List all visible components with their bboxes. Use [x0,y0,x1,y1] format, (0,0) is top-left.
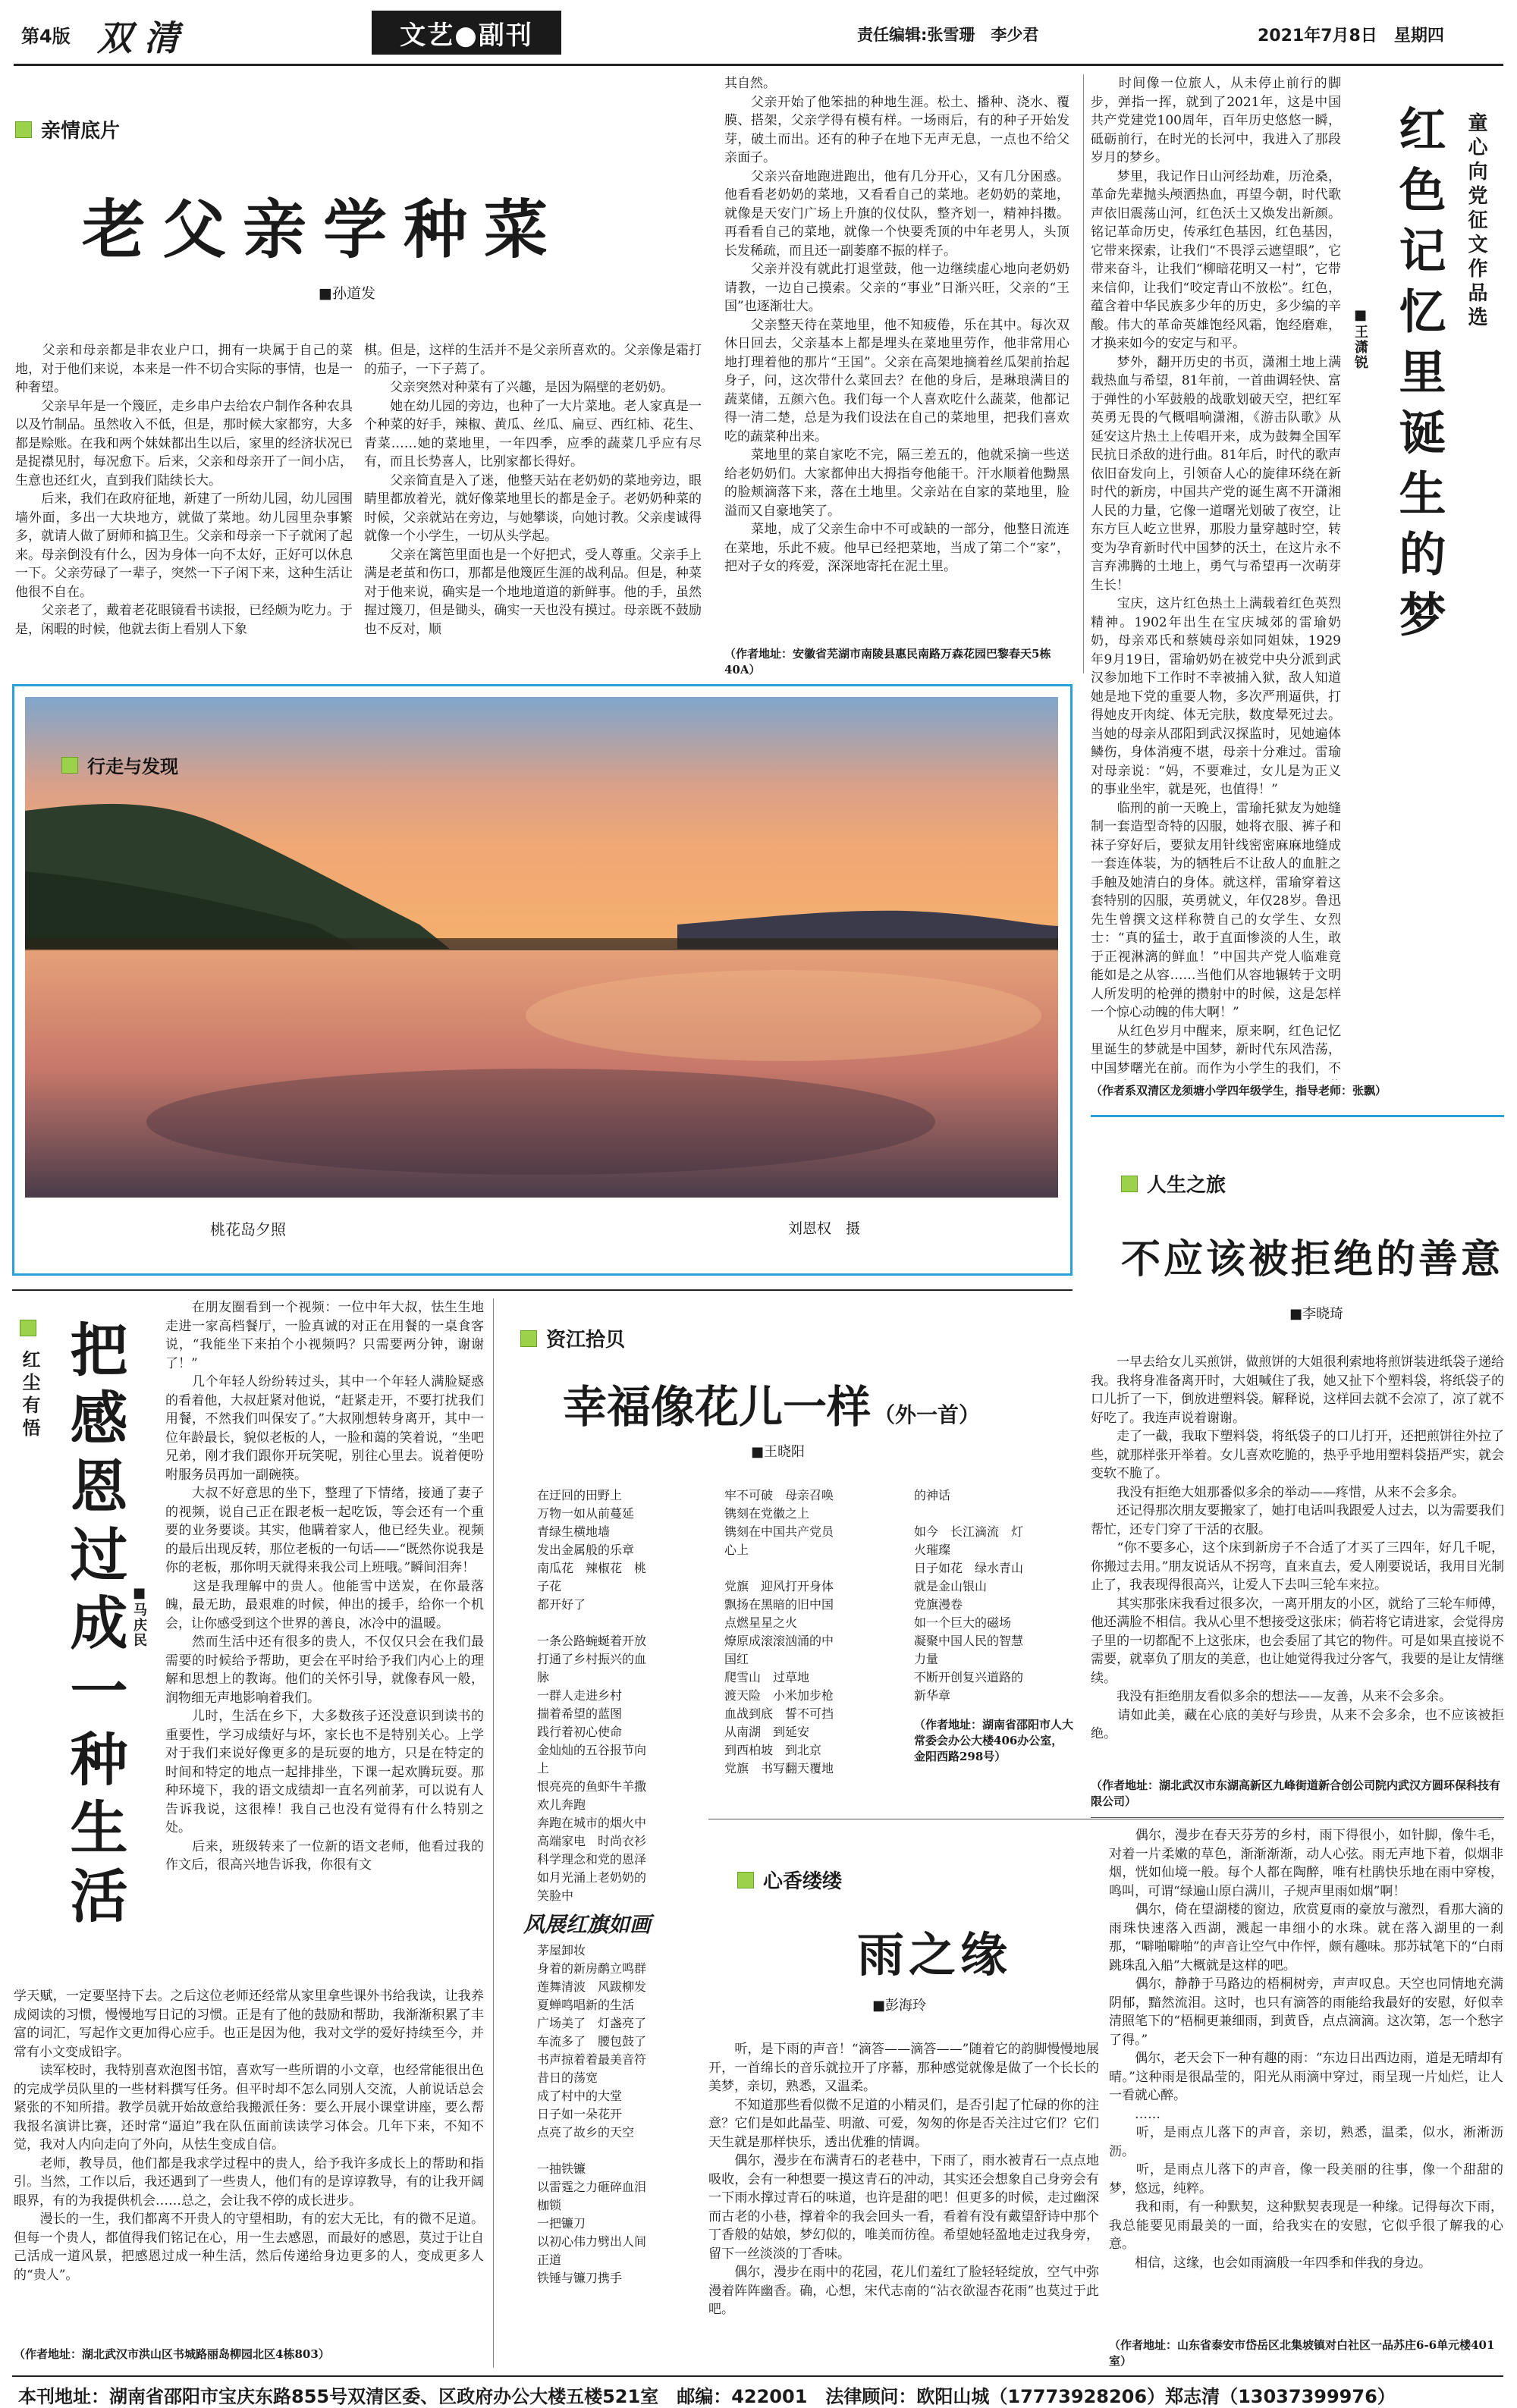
article6-author: ■彭海玲 [872,1998,927,2014]
article2-title: 红色记忆里诞生的梦 [1391,105,1446,651]
article3-address: （作者地址：湖北武汉市东湖高新区九峰街道新合创公司院内武汉方圆环保科技有限公司） [1091,1779,1501,1808]
article1-divider [1083,74,1084,673]
masthead-rule [14,64,1503,66]
column-label-xinxiang [737,1866,842,1894]
article2-bottom-rule [1091,1115,1504,1117]
page-number: 第4版 [21,26,71,47]
article5-address: （作者地址：湖南省邵阳市人大常委会办公大楼406办公室，金阳西路298号） [914,1718,1074,1763]
poem2-part1: 茅屋卸妆 身着的新房鹬立鸣群 莲舞清波 风跋柳发 夏蝉鸣唱新的生活 广场美了 灯盏亮了 车流多了 腰包鼓了 书声掠着着最美音符 昔日的荡宽 成了村中的大堂 日子如一朵花开 点亮了故乡的天空 一抽铁镰 以雷霆之力砸碎血泪 枷锁 一把镰刀 以初心伟力劈出人间 正道 铁锤与镰刀携手 [537,1943,647,2285]
article1-col2: 棋。但是，这样的生活并不是父亲所喜欢的。父亲像是霜打的茄子，一下子蔫了。 父亲突然对种菜有了兴趣，是因为隔壁的老奶奶。 她在幼儿园的旁边，也种了一大片菜地。老人家真是一个种菜的好手，辣椒、黄瓜、丝瓜、扁豆、西红柿、花生、青菜……她的菜地里，一年四季，应季的蔬菜几乎应有尽有，而且长势喜人，比别家都长得好。 父亲简直是入了迷，他整天站在老奶奶的菜地旁边，眼睛里都放着光，就好像菜地里长的都是金子。老奶奶种菜的时候，父亲就站在旁边，与她攀谈，向她讨教。父亲虔诚得就像一个小学生，一切从头学起。 父亲在篱笆里面也是一个好把式，受人尊重。父亲手上满是老茧和伤口，那都是他篾匠生涯的战利品。但是，种菜对于他来说，确实是一个地地道道的新鲜事。他的手，虽然握过篾刀，但是锄头，确实一天也没有摸过。母亲既不鼓励也不反对，顺 [364,343,702,637]
square-icon [737,1872,754,1888]
article2-badge: 童心向党征文作品选 [1465,112,1487,331]
column-label-rensheng [1121,1169,1226,1198]
article2-body: 时间像一位旅人，从未停止前行的脚步，弹指一挥，就到了2021年，这是中国共产党建党100周年，百年历史悠悠一瞬，砥砺前行，在时光的长河中，我进入了那段岁月的梦乡。 梦里，我记作日山河经劫难，历沧桑，革命先辈抛头颅洒热血，再望今朝，时代歌声依旧震荡山河，红色沃土又焕发出新颜。铭记革命历史，传承红色基因，红色基因，它带来探索，让我们“不畏浮云遮望眼”，它带来奋斗，让我们“柳暗花明又一村”，它带来信仰，让我们“咬定青山不放松”。红色，蕴含着中华民族多少年的历史，多少编的辛酸。伟大的革命英雄饱经风霜，饱经磨难，才换来如今的安定与和平。 梦外，翻开历史的书页，潇湘土地上满载热血与希望，81年前，一首曲调轻快、富于弹性的小军鼓般的战歌划破天空，把红军英勇无畏的气概唱响潇湘，《游击队歌》从延安这片热土上传唱开来，成为鼓舞全国军民抗日杀敌的进行曲。81年后，时代的歌声依旧奋发向上，引领奋人心的旋律环绕在新时代的新房，中国共产党的诞生离不开潇湘人民的力量，它像一道曙光划破了夜空，让东方巨人屹立世界，那股力量穿越时空，转变为孕育新时代中国梦的沃土，在这片永不言弃沸腾的土地上，勇气与希望再一次萌芽生长！ 宝庆，这片红色热土上满载着红色英烈精神。1902年出生在宝庆城郊的雷瑜奶奶，母亲邓氏和蔡姨母亲如同姐妹，1929年9月19日，雷瑜奶奶在被党中央分派到武汉参加地下工作时不幸被捕入狱，敌人知道她是地下党的重要人物，多次严刑逼供，打得她皮开肉绽、体无完肤，数度晕死过去。当她的母亲从邵阳到武汉探监时，见她遍体鳞伤，身体消瘦不堪，母亲十分难过。雷瑜对母亲说：“妈，不要难过，女儿是为正义的事业坐牢，就是死，也值得！” 临刑的前一天晚上，雷瑜托狱友为她缝制一套造型奇特的囚服，她将衣服、裤子和袜子穿好后，要狱友用针线密密麻麻地缝成一套连体装，为的牺牲后不让敌人的血脏之手触及她清白的身体。就这样，雷瑜穿着这套特别的囚服，英勇就义，年仅28岁。鲁迅先生曾撰文这样称赞自己的女学生、女烈士：“真的猛士，敢于直面惨淡的人生，敢于正视淋漓的鲜血！”中国共产党人临难竟能如是之从容……当他们从容地辗转于文明人所发明的枪弹的攒射中的时候，这是怎样一个惊心动魄的伟大啊！” 从红色岁月中醒来，原来啊，红色记忆里诞生的梦就是中国梦，新时代东风浩荡，中国梦曙光在前。而作为小学生的我们，不 [1091,76,1341,1076]
paper-name: 双 清 [97,17,180,58]
article5-subtitle: （外一首） [874,1402,981,1427]
article4-body-wide: 学天赋，一定要坚持下去。之后这位老师还经常从家里拿些课外书给我读，让我养成阅读的习惯，慢慢地写日记的习惯。正是有了他的鼓励和帮助，我渐渐积累了丰富的词汇，写起作文更加得心应手。也正是因为他，我对文学的爱好持续至今，并常有小文变成铅字。 读军校时，我特别喜欢泡图书馆，喜欢写一些所谓的小文章，也经常能很出色的完成学员队里的一些材料撰写任务。但平时却不怎么同别人交流，人前说话总会紧张的不知所措。教学员就开始故意给我搬派任务：要么开展小课堂讲座，要么帮我报名演讲比赛，还时常“逼迫”我在队伍面前读读学习体会。几年下来，不知不觉，我对人内向走向了外向，从怯生变成自信。 老师，教导员，他们都是我求学过程中的贵人，给予我许多成长上的帮助和指引。当然，工作以后，我还遇到了一些贵人，他们有的是谆谆教导，有的让我开阔眼界，有的为我提供机会……总之，会让我不停的成长进步。 漫长的一生，我们都离不开贵人的守望相助，有的宏大无比，有的微不足道。但每一个贵人，都值得我们铭记在心，用一生去感恩，而最好的感恩，莫过于让自己活成一道风景，把感恩过成一种生活，然后传递给身边更多的人，变成更多人的“贵人”。 [14,1989,484,2283]
article5-author: ■王晓阳 [751,1444,806,1460]
article5-title-wrap [563,1371,980,1435]
article2-address: （作者系双清区龙须塘小学四年级学生，指导老师：张飘） [1091,1084,1387,1097]
column-square-hongchen [20,1320,36,1336]
article4-divider [493,1298,494,2368]
article3-bottom-rule [1091,1817,1504,1818]
article6-title: 雨之缘 [857,1927,1013,1983]
column-label-qinqing [15,115,120,143]
article6-col1: 听，是下雨的声音！“滴答——滴答——”随着它的韵脚慢慢地展开，一首绵长的音乐就拉开了序幕，那种感觉就像是做了一个长长的美梦，亲切，熟悉，又温柔。 不知道那些看似微不足道的小精灵们，是否引起了忙碌的你的注意？它们是如此晶莹、明澈、可爱，匆匆的你是否关注过它们？它们天生就是那样快乐，透出优雅的情调。 偶尔，漫步在布满青石的老巷中，下雨了，雨水被青石一点点地吸收，会有一种想要一摸这青石的冲动，其实还会想象自己身旁会有一下雨水撑过青石的味道，也许是甜的吧！但更多的时候，走过幽深而古老的小巷，撑着伞的我会回头一看，看着有没有戴望舒诗中那个丁香般的姑娘，梦幻似的，唯美而彷徨。希望她轻盈地走过我身旁，留下一丝淡淡的丁香味。 偶尔，漫步在雨中的花园，花儿们羞红了脸轻轻绽放，空气中弥漫着阵阵幽香。确，心想，宋代志南的“沾衣欲湿杏花雨”也莫过于此吧。 [708,2042,1099,2317]
article2-author: ■王潇锐 [1352,307,1368,370]
article1-col3: 其自然。 父亲开始了他笨拙的种地生涯。松土、播种、浇水、覆膜、搭架，父亲学得有模有样。一场雨后，有的种子开始发芽，破土而出。还有的种子在地下无声无息，一点也不给父亲面子。 父亲兴奋地跑进跑出，他有几分开心，又有几分困惑。他看看老奶奶的菜地，又看看自己的菜地。老奶奶的菜地，就像是天安门广场上升旗的仪仗队，整齐划一，精神抖擞。再看看自己的菜地，就像一个快要秃顶的中年老男人，头顶长发稀疏，而且还一副萎靡不振的样子。 父亲并没有就此打退堂鼓，他一边继续虚心地向老奶奶请教，一边自己摸索。父亲的“事业”日渐兴旺，父亲的“王国”也逐渐壮大。 父亲整天待在菜地里，他不知疲倦，乐在其中。每次双休日回去，父亲基本上都是埋头在菜地里劳作，他非常用心地打理着他的那片“王国”。父亲在高架地摘着丝瓜架前抬起身子，问，这次带什么菜回去？在他的身后，是琳琅满目的蔬菜储，五颜六色。我们每一个人喜欢吃什么蔬菜，他都记得一清二楚，总是为我们设法在自己的菜地里，把我们喜欢吃的蔬菜种出来。 菜地里的菜自家吃不完，隔三差五的，他就采摘一些送给老奶奶们。大家都伸出大拇指夸他能干。汗水顺着他黝黑的脸颊滴落下来，落在土地里。父亲站在自家的菜地里，脸溢而又自豪地笑了。 菜地，成了父亲生命中不可或缺的一部分，他整日流连在菜地，乐此不疲。他早已经把菜地，当成了第二个“家”，把对子女的疼爱，深深地寄托在泥土里。 [724,76,1069,574]
sunset-lake-photo [25,697,1058,1198]
article6-address: （作者地址：山东省泰安市岱岳区北集坡镇对白社区一品苏庄6-6单元楼401室） [1109,2338,1495,2368]
photo-caption: 桃花岛夕照 [210,1220,286,1239]
article3-body: 一早去给女儿买煎饼，做煎饼的大姐很利索地将煎饼装进纸袋子递给我。我将身准备离开时，大姐喊住了我，她又扯下个塑料袋，将纸袋子的口儿折了一下，倒放进塑料袋。解释说，这样回去就不会凉了，凉了就不好吃了。我连声说着谢谢。 走了一截，我取下塑料袋，将纸袋子的口儿打开，还把煎饼往外拉了些，就那样张开举着。女儿喜欢吃脆的，热乎乎地用塑料袋捂严实，就会变软不脆了。 我没有拒绝大姐那番似多余的举动——疼惜，从来不会多余。 还记得那次朋友要搬家了，她打电话叫我跟爱人过去，以为需要我们帮忙，还专门穿了干活的衣服。 “你不要多心，这个床到新房子不合适了才买了三四年，好几千呢，你搬过去用。”朋友说话从不拐弯，直来直去，爱人刚要说话，我用目光制止了，我表现得很高兴，让爱人下去叫三轮车来拉。 其实那张床我看过很多次，一离开朋友的小区，就给了三轮车师傅，他还满脸不相信。我从心里不想接受这张床；倘若将它请进家，会觉得房子里的一切都配不上这张床，也会委屈了其它的物件。可是如果直接说不需要，就辜负了朋友的美意，也让她觉得我过分客气，我要的是让友情继续。 我没有拒绝朋友看似多余的想法——友善，从来不会多余。 请如此美，藏在心底的美好与珍贵，从来不会多余，也不应该被拒绝。 [1091,1355,1504,1741]
column-name: 资江拾贝 [546,1329,626,1352]
editors: 责任编辑:张雪珊 李少君 [857,26,1039,44]
column-label-xingzou [61,752,178,778]
footer-rule [12,2375,1503,2377]
column-name: 人生之旅 [1147,1174,1226,1197]
column-name: 行走与发现 [87,755,178,777]
article5-title: 幸福像花儿一样 [563,1381,872,1433]
poem1-col3: 的神话 如今 长江滴流 灯 火璀璨 日子如花 绿水青山 就是金山银山 党旗漫卷 如一个巨大的磁场 凝聚中国人民的智慧 力量 不断开创复兴道路的 新华章 [914,1488,1024,1703]
photo-frame [12,684,1073,1276]
article3-author: ■李晓琦 [1289,1306,1344,1322]
article4-title: 把感恩过成一种生活 [61,1320,128,1934]
column-name: 亲情底片 [41,120,121,143]
section-banner [372,11,561,55]
column-label-zijiang [520,1324,625,1352]
article3-title: 不应该被拒绝的善意 [1121,1236,1504,1282]
article1-author: ■孙道发 [319,285,375,302]
footer-address: 本刊地址：湖南省邵阳市宝庆东路855号双清区委、区政府办公大楼五楼521室 邮编：422001 法律顾问：欧阳山城（17773928206）郑志清（13037399976） [18,2386,1396,2407]
article6-col2: 偶尔，漫步在春天芬芳的乡村，雨下得很小，如针脚，像牛毛，对着一片柔嫩的草色，渐渐渐渐，动人心弦。雨无声地下着，似烟非烟，恍如仙境一般。每个人都在陶醉，唯有杜鹃快乐地在雨中穿梭，鸣叫，可谓“绿遍山原白满川，子规声里雨如烟”啊！ 偶尔，倚在望湖楼的窗边，欣赏夏雨的豪放与激烈，看那大滴的雨珠快速落入西湖，溅起一串细小的水珠。就在落入湖里的一刹那，“噼啪噼啪”的声音让空气中作怦，颇有趣味。那苏轼笔下的“白雨跳珠乱入船”大概就是这样的吧。 偶尔，静静于马路边的梧桐树旁，声声叹息。天空也同情地充满阴郁，黯然流泪。这时，也只有滴答的雨能给我最好的安慰，好似幸清照笔下的“梧桐更兼细雨，到黄昏，点点滴滴。这次第，怎一个愁字了得。” 偶尔，老天会下一种有趣的雨：“东边日出西边雨，道是无晴却有晴。”这种雨是很晶莹的，阳光从雨滴中穿过，雨呈现一片灿烂，让人一看就心醉。 …… 听，是雨点儿落下的声音，亲切，熟悉，温柔，似水，淅淅沥沥。 听，是雨点儿落下的声音，像一段美丽的往事，像一个甜甜的梦，悠远，纯粹。 我和雨，有一种默契，这种默契表现是一种缘。记得每次下雨，我总能要见雨最美的一面，给我实在的安慰，它似乎很了解我的心意。 相信，这缘，也会如雨滴般一年四季和伴我的身边。 [1109,1828,1503,2271]
article4-author: ■马庆民 [131,1585,147,1648]
square-icon [15,121,32,138]
square-icon [520,1330,537,1347]
section-rule-mid [12,1289,1073,1291]
poem1-col1: 在迂回的田野上 万物一如从前蔓延 青绿生横地墙 发出金属般的乐章 南瓜花 辣椒花 桃 子花 都开好了 一条公路蜿蜒着开放 打通了乡村振兴的血 脉 一群人走进乡村 揣着希望的蓝图 践行着初心使命 金灿灿的五谷报节向 上 恨亮亮的鱼虾牛羊撒 欢儿奔跑 奔跑在城市的烟火中 高端家电 时尚衣衫 科学理念和党的恩泽 如月光涌上老奶奶的 笑脸中 [537,1488,647,1903]
column-name: 心香缕缕 [763,1870,843,1893]
article4-body-narrow: 在朋友圈看到一个视频：一位中年大叔，怯生生地走进一家高档餐厅，一脸真诚的对正在用餐的一桌食客说，“我能坐下来拍个小视频吗？只需要两分钟，谢谢了！” 几个年轻人纷纷转过头，其中一个年轻人满脸疑惑的看着他，大叔赶紧对他说，“赶紧走开，不要打扰我们用餐，不然我们叫保安了。”大叔刚想转身离开，其中一位年龄最长，貌似老板的人，一脸和蔼的笑着说，“坐吧兄弟，刚才我们跟你开玩笑呢，别往心里去。说着便吩咐服务员再加一副碗筷。 大叔不好意思的坐下，整理了下情绪，接通了妻子的视频，说自己正在跟老板一起吃饭，等会还有一个重要的业务要谈。其实，他瞒着家人，他已经失业。视频的最后出现反转，那位老板的一句话——“既然你说我是你的老板，那你明天就得来我公司上班哦。”瞬间泪奔！ 这是我理解中的贵人。他能雪中送炭，在你最落魄，最无助，最艰难的时候，伸出的援手，给你一个机会，让你感受到这个世界的善良，冰冷中的温暖。 然而生活中还有很多的贵人，不仅仅只会在我们最需要的时候给予帮助，更会在平时给予我们内心上的理解和思想上的教诲。他们的关怀引导，就像春风一般，润物细无声地影响着我们。 儿时，生活在乡下，大多数孩子还没意识到读书的重要性，学习成绩好与坏，家长也不是特别关心。上学对于我们来说好像更多的是玩耍的地方，只是在特定的时间和特定的地点一起排排坐，下课一起欢腾玩耍。那种环境下，我的语文成绩却一直名列前茅，可以说有人告诉我说，这很棒！我自己也没有觉得有什么特别之处。 后来，班级转来了一位新的语文老师，他看过我的作文后，很高兴地告诉我，你很有文 [165,1300,484,1873]
square-icon [1121,1176,1138,1192]
photo-credit: 刘恩权 摄 [788,1220,861,1237]
issue-date: 2021年7月8日 星期四 [1258,27,1444,46]
masthead [0,0,1517,65]
article1-col1: 父亲和母亲都是非农业户口，拥有一块属于自己的菜地，对于他们来说，本来是一件不切合实际的事情，也是一种奢望。 父亲早年是一个篾匠，走乡串户去给农户制作各种农具以及竹制品。虽然收入不低，但是，那时候大家都穷，大多都是赊账。在我和两个妹妹都出生以后，家里的经济状况已是捉襟见肘，每况愈下。后来，父亲和母亲开了一间小店，生意也还红火，直到我们陆续长大。 后来，我们在政府征地，新建了一所幼儿园，幼儿园围墙外面，多出一大块地方，就做了菜地。幼儿园里杂事繁多，就请人做了厨师和搞卫生。父亲和母亲一下子就闲了起来。母亲倒没有什么，因为身体一向不太好，正好可以休息一下。父亲劳碌了一辈子，突然一下子闲下来，这种生活让他很不自在。 父亲老了，戴着老花眼镜看书读报，已经颇为吃力。于是，闲暇的时候，他就去街上看别人下象 [15,343,353,637]
section-title: 文艺●副刊 [400,20,533,51]
poem2-title: 风展红旗如画 [523,1912,652,1937]
square-icon [61,757,78,774]
article1-title: 老父亲学种菜 [82,192,565,267]
poem1-col2: 牢不可破 母亲召唤 镌刻在党徽之上 镌刻在中国共产党员 心上 党旗 迎风打开身体 飘扬在黑暗的旧中国 点燃星星之火 燎原成滚滚汹涌的中 国红 爬雪山 过草地 渡天险 小米加步枪 血战到底 誓不可挡 从南湖 到延安 到西柏坡 到北京 党旗 书写翻天覆地 [724,1488,834,1775]
column-label-hongchen: 红尘有悟 [19,1350,41,1441]
article4-address: （作者地址：湖北武汉市洪山区书城路丽岛柳园北区4栋803） [14,2347,330,2361]
article1-address: （作者地址：安徽省芜湖市南陵县惠民南路万森花园巴黎春天5栋40A） [724,647,1051,677]
